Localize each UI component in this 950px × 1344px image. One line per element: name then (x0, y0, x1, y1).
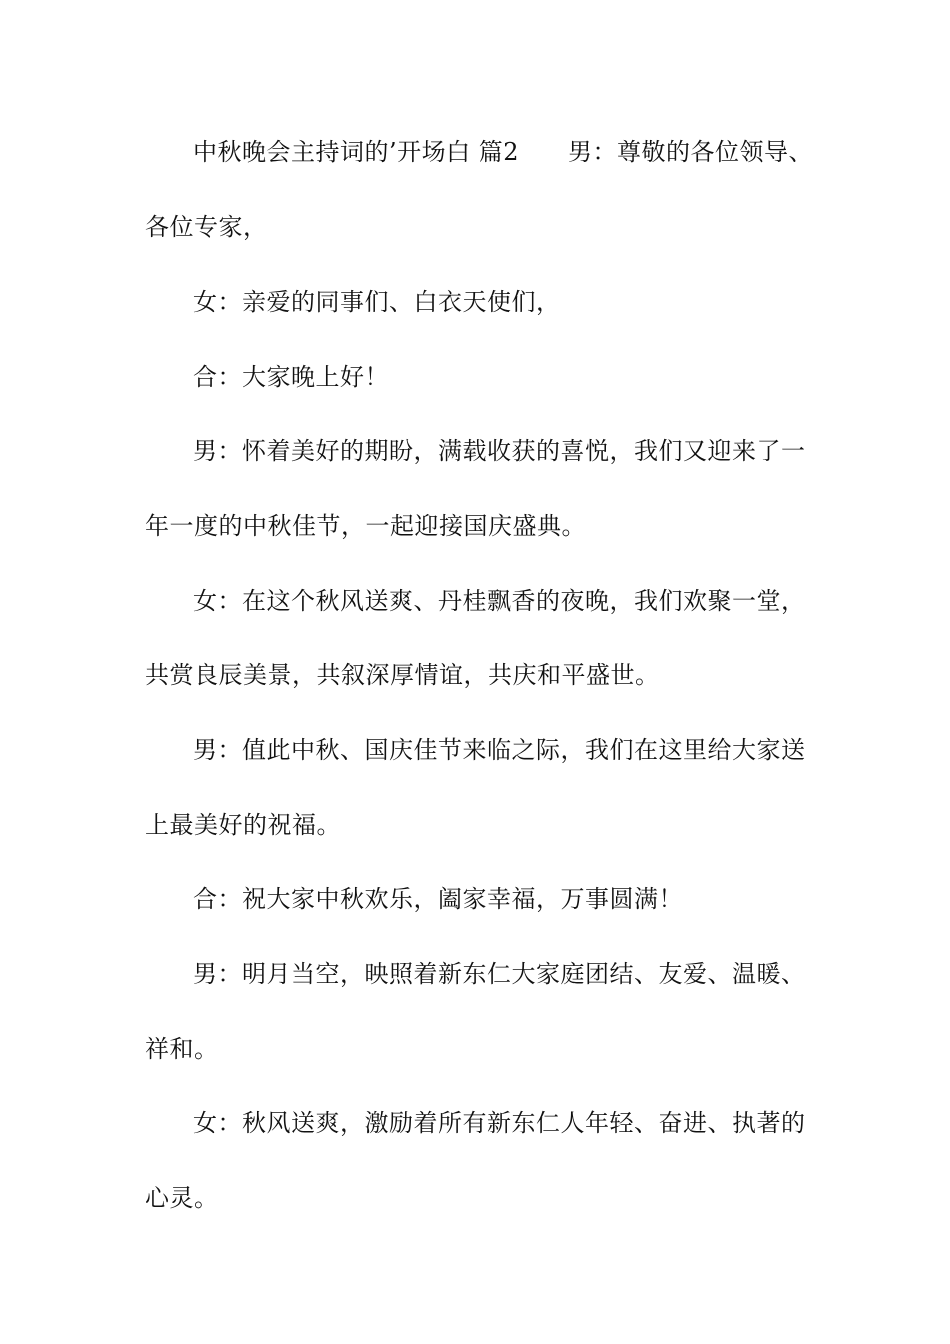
text-line: 男：明月当空，映照着新东仁大家庭团结、友爱、温暖、 (193, 960, 806, 988)
text-line: 心灵。 (145, 1184, 219, 1212)
text-line: 男：值此中秋、国庆佳节来临之际，我们在这里给大家送 (193, 736, 806, 764)
text-line: 男：怀着美好的期盼，满载收获的喜悦，我们又迎来了一 (193, 437, 806, 465)
text-line: 合：大家晚上好！ (193, 363, 389, 391)
text-line: 祥和。 (145, 1035, 219, 1063)
text-line: 女：秋风送爽，激励着所有新东仁人年轻、奋进、执著的 (193, 1109, 806, 1137)
title-line: 中秋晚会主持词的’开场白 篇2 男：尊敬的各位领导、 (193, 138, 814, 166)
text-line: 女：在这个秋风送爽、丹桂飘香的夜晚，我们欢聚一堂， (193, 587, 806, 615)
text-line: 女：亲爱的同事们、白衣天使们， (193, 288, 561, 316)
text-line: 共赏良辰美景，共叙深厚情谊，共庆和平盛世。 (145, 661, 660, 689)
text-line: 年一度的中秋佳节，一起迎接国庆盛典。 (145, 512, 586, 540)
text-line: 上最美好的祝福。 (145, 811, 341, 839)
text-line: 各位专家， (145, 213, 268, 241)
text-line: 合：祝大家中秋欢乐，阖家幸福，万事圆满！ (193, 885, 683, 913)
